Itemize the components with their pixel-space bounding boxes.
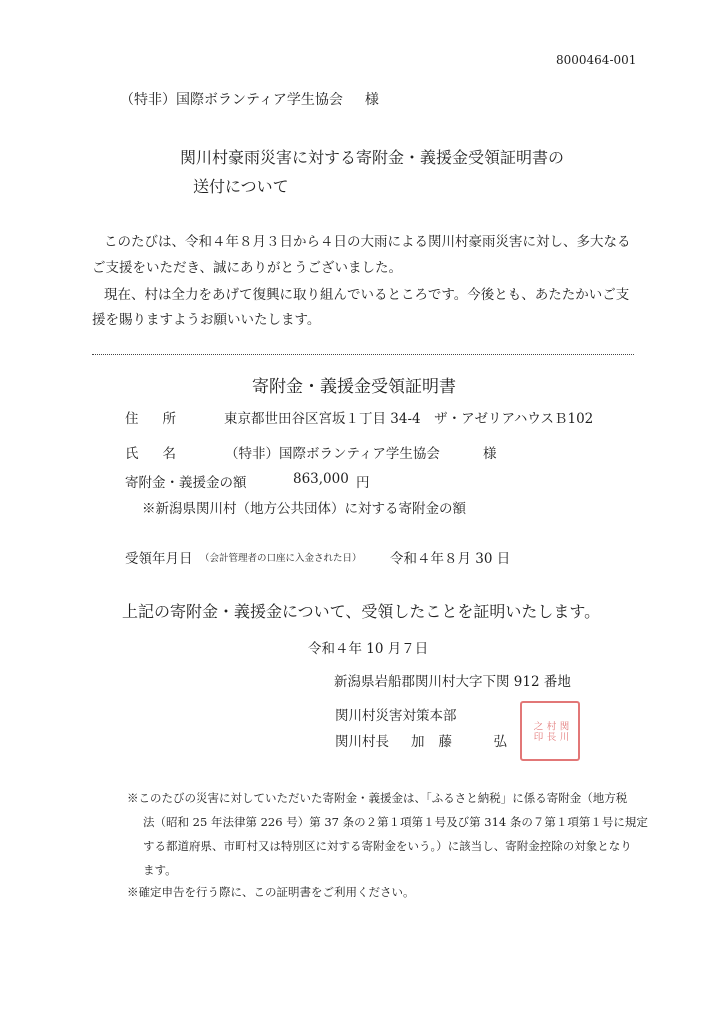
issuer-title: 関川村長 <box>335 734 389 750</box>
received-date-sublabel: （会計管理者の口座に入金された日） <box>200 553 362 564</box>
document-number: 8000464-001 <box>556 53 637 67</box>
cut-line-divider <box>92 354 634 355</box>
body-line-2: ご支援をいただき、誠にありがとうございました。 <box>92 260 402 276</box>
footnote-line-1: ※このたびの災害に対していただいた寄附金・義援金は、「ふるさと納税」に係る寄附金（地方税 <box>127 791 628 805</box>
official-seal-stamp <box>520 701 580 761</box>
certificate-title: 寄附金・義援金受領証明書 <box>252 377 456 397</box>
name-honorific: 様 <box>483 446 497 462</box>
issue-date: 令和４年 10 月７日 <box>308 641 429 657</box>
seal-text: 村長 <box>544 720 556 742</box>
issuer-mayor <box>335 730 521 750</box>
body-line-1: このたびは、令和４年８月３日から４日の大雨による関川村豪雨災害に対し、多大なる <box>104 234 631 250</box>
address-value: 東京都世田谷区宮坂１丁目 34-4 ザ・アゼリアハウスＢ102 <box>224 411 594 427</box>
body-line-3: 現在、村は全力をあげて復興に取り組んでいるところです。今後とも、あたたかいご支 <box>104 287 630 303</box>
issuer-organization: 関川村災害対策本部 <box>335 708 457 724</box>
subject-line-1: 関川村豪雨災害に対する寄附金・義援金受領証明書の <box>180 148 565 167</box>
certification-statement: 上記の寄附金・義援金について、受領したことを証明いたします。 <box>122 602 601 621</box>
seal-text: 之印 <box>531 720 543 742</box>
issuer-address: 新潟県岩船郡関川村大字下関 912 番地 <box>334 674 571 690</box>
amount-note: ※新潟県関川村（地方公共団体）に対する寄附金の額 <box>142 501 466 517</box>
footnote-line-2: 法（昭和 25 年法律第 226 号）第 37 条の２第１項第１号及び第 314 条の７第１項第１号に規定 <box>143 815 648 829</box>
name-value: （特非）国際ボランティア学生協会 <box>225 446 440 462</box>
footnote-line-5: ※確定申告を行う際に、この証明書をご利用ください。 <box>127 885 415 899</box>
footnote-line-4: ます。 <box>143 863 177 877</box>
amount-unit: 円 <box>356 475 370 491</box>
subject-line-2: 送付について <box>193 177 289 196</box>
address-label: 住所 <box>125 411 200 427</box>
footnote-line-3: する都道府県、市町村又は特別区に対する寄附金をいう。）に該当し、寄附金控除の対象となり <box>143 839 632 853</box>
seal-text: 関川 <box>557 720 569 742</box>
addressee-honorific: 様 <box>364 92 379 108</box>
addressee-name: （特非）国際ボランティア学生協会 <box>120 92 343 108</box>
body-line-4: 援を賜りますようお願いいたします。 <box>92 312 321 328</box>
amount-value: 863,000 <box>293 471 349 487</box>
received-date-value: 令和４年８月 30 日 <box>390 551 511 567</box>
amount-label: 寄附金・義援金の額 <box>125 475 247 491</box>
name-label: 氏名 <box>125 446 200 462</box>
received-date-label: 受領年月日 <box>125 551 193 567</box>
issuer-name: 加藤 弘 <box>411 734 521 750</box>
addressee <box>120 89 379 109</box>
